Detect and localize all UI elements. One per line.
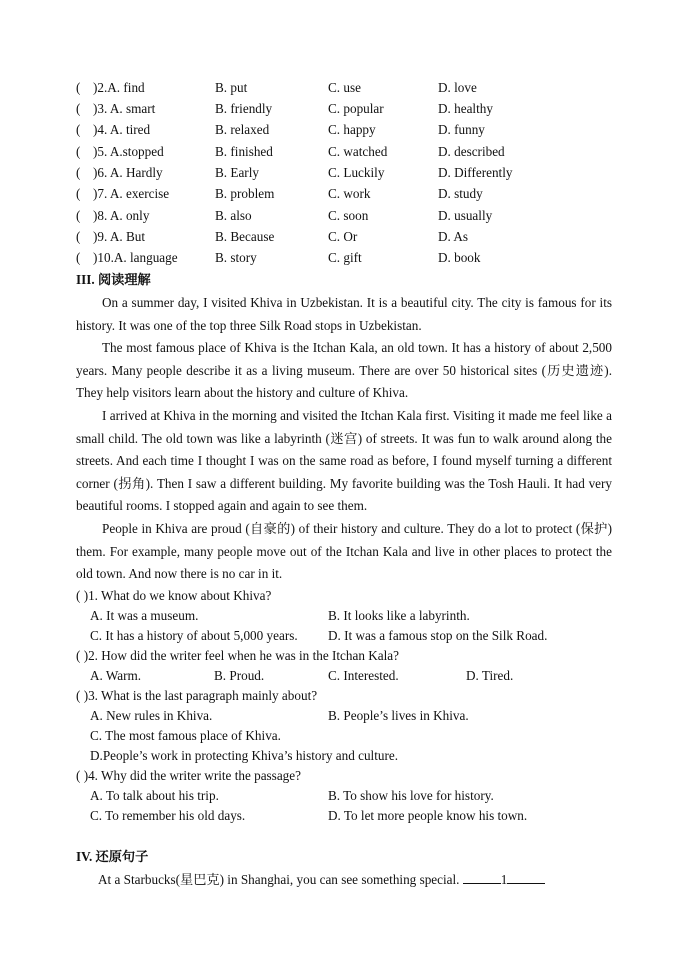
option-c: C. work	[328, 186, 371, 201]
question-4-stem: ( )4. Why did the writer write the passage?	[76, 768, 301, 783]
option-a: )8. A. only	[93, 208, 150, 223]
option-d: D. described	[438, 144, 505, 159]
option-a: )6. A. Hardly	[93, 165, 163, 180]
passage-paragraph-2: The most famous place of Khiva is the Itchan Kala, an old town. It has a history of about 2,500 years. Many people describe it as a living museum. There are over 50 historical sites (历史遗迹). They help visitors learn about the history and culture of Khiva.	[76, 340, 612, 401]
question-3-stem: ( )3. What is the last paragraph mainly about?	[76, 688, 318, 703]
section-heading-reading: III. 阅读理解	[76, 272, 151, 287]
question-2-option-b[interactable]: B. Proud.	[214, 668, 265, 683]
option-d: D. healthy	[438, 101, 493, 116]
answer-paren[interactable]: (	[76, 101, 81, 116]
question-1-option-d[interactable]: D. It was a famous stop on the Silk Road.	[328, 628, 548, 643]
option-a: )2.A. find	[93, 80, 145, 95]
option-c: C. happy	[328, 122, 376, 137]
section-heading-sentences: IV. 还原句子	[76, 849, 149, 864]
option-d: D. usually	[438, 208, 493, 223]
option-c: C. use	[328, 80, 361, 95]
question-4-option-a[interactable]: A. To talk about his trip.	[90, 788, 219, 803]
answer-paren[interactable]: (	[76, 250, 81, 265]
question-2-option-a[interactable]: A. Warm.	[90, 668, 142, 683]
option-d: D. funny	[438, 122, 485, 137]
option-c: C. Or	[328, 229, 358, 244]
question-2-option-d[interactable]: D. Tired.	[466, 668, 514, 683]
question-3-option-d[interactable]: D.People’s work in protecting Khiva’s history and culture.	[90, 748, 399, 763]
option-d: D. love	[438, 80, 477, 95]
answer-paren[interactable]: (	[76, 80, 81, 95]
answer-paren[interactable]: (	[76, 144, 81, 159]
answer-paren[interactable]: (	[76, 122, 81, 137]
blank-number: 1	[500, 872, 508, 887]
option-b: B. friendly	[215, 101, 273, 116]
question-4-option-c[interactable]: C. To remember his old days.	[90, 808, 246, 823]
option-d: D. book	[438, 250, 481, 265]
option-d: D. As	[438, 229, 469, 244]
blank-line[interactable]	[463, 869, 501, 884]
option-d: D. Differently	[438, 165, 513, 180]
question-1-option-a[interactable]: A. It was a museum.	[90, 608, 199, 623]
reading-passage	[76, 292, 612, 586]
question-1-stem: ( )1. What do we know about Khiva?	[76, 588, 272, 603]
passage-paragraph-4: People in Khiva are proud (自豪的) of their history and culture. They do a lot to protect (保护) them. For example, many people move out of the Itchan Kala and live in other places to protect the old town. And now there is no car in it.	[76, 520, 612, 582]
answer-paren[interactable]: (	[76, 208, 81, 223]
option-b: B. story	[215, 250, 257, 265]
option-b: B. also	[215, 208, 252, 223]
question-4-option-d[interactable]: D. To let more people know his town.	[328, 808, 528, 823]
intro-text: At a Starbucks(星巴克) in Shanghai, you can see something special.	[98, 872, 463, 887]
option-b: B. relaxed	[215, 122, 270, 137]
section4-intro	[98, 869, 545, 889]
option-c: C. watched	[328, 144, 388, 159]
option-c: C. gift	[328, 250, 362, 265]
answer-paren[interactable]: (	[76, 186, 81, 201]
option-c: C. soon	[328, 208, 369, 223]
question-3-option-a[interactable]: A. New rules in Khiva.	[90, 708, 213, 723]
answer-paren[interactable]: (	[76, 229, 81, 244]
question-2-option-c[interactable]: C. Interested.	[328, 668, 399, 683]
question-2-stem: ( )2. How did the writer feel when he was in the Itchan Kala?	[76, 648, 399, 663]
option-a: )4. A. tired	[93, 122, 151, 137]
passage-paragraph-3: I arrived at Khiva in the morning and visited the Itchan Kala first. Visiting it made me feel like a small child. The old town was like a labyrinth (迷宫) of streets. It was fun to walk around along the streets. And each time I thought I was on the same road as before, I found myself turning a different corner (拐角). Then I saw a different building. My favorite building was the Tosh Hauli. It had very beautiful rooms. I stopped again and again to see them.	[76, 407, 612, 514]
option-b: B. Early	[215, 165, 259, 180]
option-a: )10.A. language	[93, 250, 178, 265]
answer-paren[interactable]: (	[76, 165, 81, 180]
question-3-option-b[interactable]: B. People’s lives in Khiva.	[328, 708, 469, 723]
question-1-option-c[interactable]: C. It has a history of about 5,000 years.	[90, 628, 298, 643]
option-a: )7. A. exercise	[93, 186, 170, 201]
option-a: )9. A. But	[93, 229, 146, 244]
option-c: C. Luckily	[328, 165, 385, 180]
option-a: )5. A.stopped	[93, 144, 164, 159]
option-b: B. Because	[215, 229, 275, 244]
question-4-option-b[interactable]: B. To show his love for history.	[328, 788, 494, 803]
option-b: B. problem	[215, 186, 275, 201]
question-1-option-b[interactable]: B. It looks like a labyrinth.	[328, 608, 470, 623]
option-d: D. study	[438, 186, 483, 201]
option-c: C. popular	[328, 101, 384, 116]
option-b: B. put	[215, 80, 248, 95]
option-b: B. finished	[215, 144, 273, 159]
option-a: )3. A. smart	[93, 101, 156, 116]
blank-line[interactable]	[507, 869, 545, 884]
passage-paragraph-1: On a summer day, I visited Khiva in Uzbekistan. It is a beautiful city. The city is famous for its history. It was one of the top three Silk Road stops in Uzbekistan.	[76, 295, 612, 333]
question-3-option-c[interactable]: C. The most famous place of Khiva.	[90, 728, 281, 743]
